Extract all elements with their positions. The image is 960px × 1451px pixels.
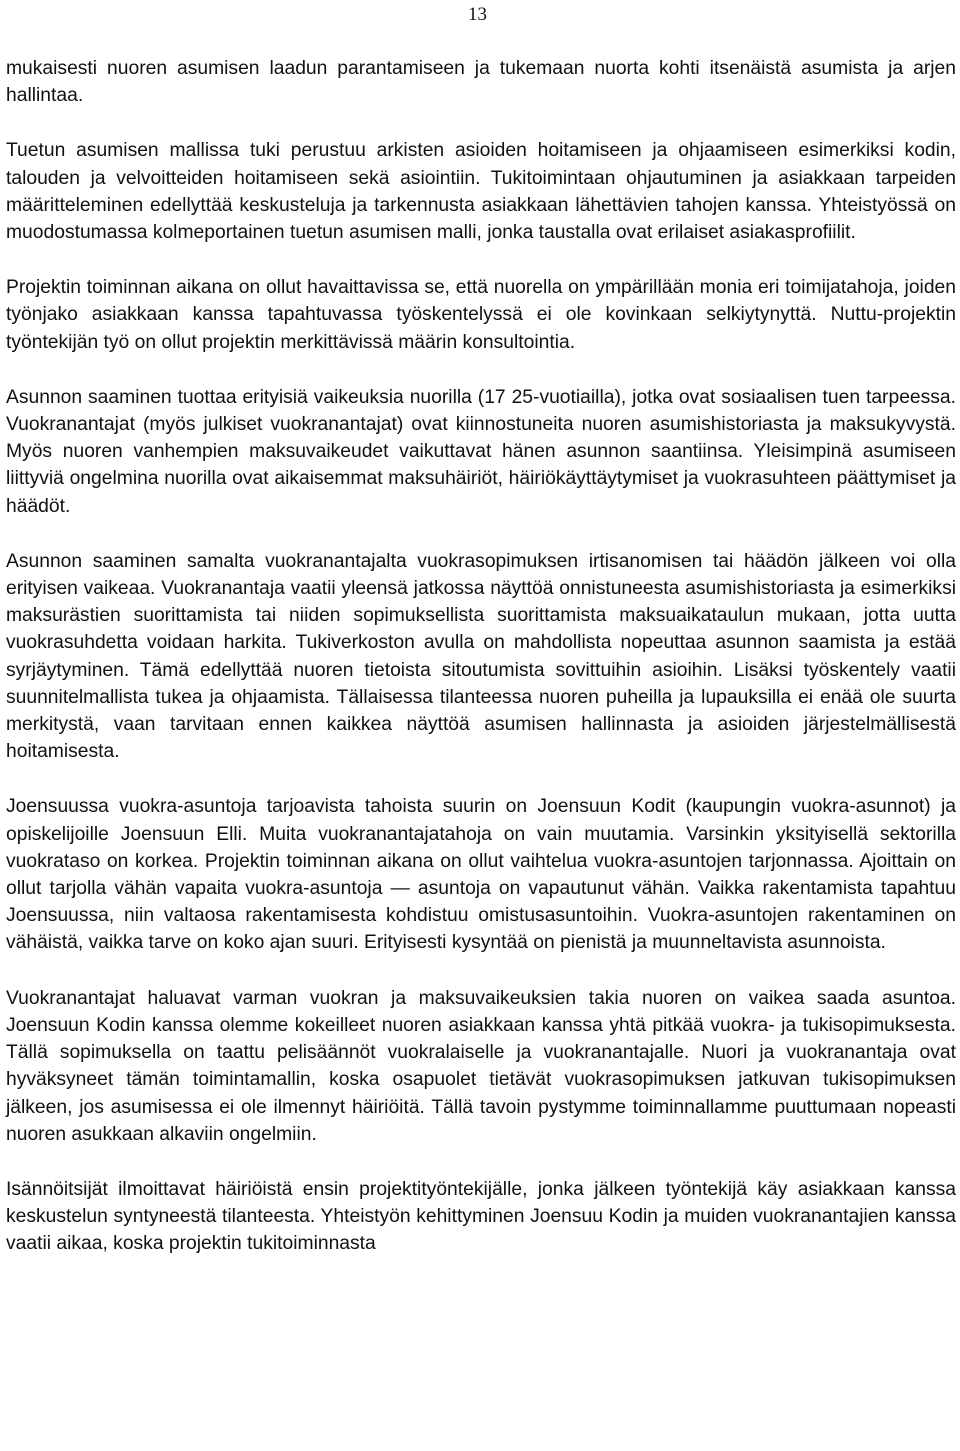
paragraph: Joensuussa vuokra-asuntoja tarjoavista tahoista suurin on Joensuun Kodit (kaupungin vuokra-asunnot) ja opiskelijoille Joensuun Elli. Muita vuokranantajatahoja on vain muutamia. Varsinkin yksityisellä sektorilla vuokrataso on korkea. Projektin toiminnan aikana on ollut vaihtelua vuokra-asuntojen tarjonnassa. Ajoittain on ollut tarjolla vähän vapaita vuokra-asuntoja — asuntoja on vapautunut vähän. Vaikka rakentamista tapahtuu Joensuussa, niin valtaosa rakentamisesta kohdistuu omistusasuntoihin. Vuokra-asuntojen rakentaminen on vähäistä, vaikka tarve on koko ajan suuri. Erityisesti kysyntää on pienistä ja muunneltavista asunnoista. (6, 796, 956, 954)
paragraph: Asunnon saaminen tuottaa erityisiä vaikeuksia nuorilla (17 25-vuotiailla), jotka ovat sosiaalisen tuen tarpeessa. Vuokranantajat (myös julkiset vuokranantajat) ovat kiinnostuneita nuoren asumishistoriasta ja maksukyvystä. Myös nuoren vanhempien maksuvaikeudet vaikuttavat hänen asunnon saantiinsa. Yleisimpinä asumiseen liittyviä ongelmina nuorilla ovat aikaisemmat maksuhäiriöt, häiriökäyttäytymiset ja vuokrasuhteen päättymiset ja häädöt. (6, 386, 956, 517)
page-number: 13 (468, 4, 487, 25)
document-body (6, 55, 956, 1258)
paragraph: Vuokranantajat haluavat varman vuokran ja maksuvaikeuksien takia nuoren on vaikea saada asuntoa. Joensuun Kodin kanssa olemme kokeilleet nuoren asiakkaan kanssa yhtä pitkää vuokra- ja tukisopimuksesta. Tällä sopimuksella on taattu pelisäännöt vuokralaiselle ja vuokranantajalle. Nuori ja vuokranantaja ovat hyväksyneet tämän toimintamallin, koska osapuolet tietävät vuokrasopimuksen jatkuvan tukisopimuksen jälkeen, jos asumisessa ei ole ilmennyt häiriöitä. Tällä tavoin pystymme toiminnallamme puuttumaan nopeasti nuoren asukkaan alkaviin ongelmiin. (6, 987, 956, 1145)
paragraph: mukaisesti nuoren asumisen laadun parantamiseen ja tukemaan nuorta kohti itsenäistä asumista ja arjen hallintaa. (6, 58, 956, 107)
paragraph: Asunnon saaminen samalta vuokranantajalta vuokrasopimuksen irtisanomisen tai häädön jälkeen voi olla erityisen vaikeaa. Vuokranantaja vaatii yleensä jatkossa näyttöä onnistuneesta asumishistoriasta ja esimerkiksi maksurästien suorittamista tai niiden sopimuksellista suorittamista maksuaikataulun mukaan, jotta uutta vuokrasuhdetta voidaan harkita. Tukiverkoston avulla on mahdollista nopeuttaa asunnon saamista ja estää syrjäytyminen. Tämä edellyttää nuoren tietoista sitoutumista sovittuihin asioihin. Lisäksi työskentely vaatii suunnitelmallista tukea ja ohjaamista. Tällaisessa tilanteessa nuoren puheilla ja lupauksilla ei enää ole suurta merkitystä, vaan tarvitaan ennen kaikkea näyttöä asumisen hallinnasta ja asioiden järjestelmällisestä hoitamisesta. (6, 550, 956, 763)
paragraph: Projektin toiminnan aikana on ollut havaittavissa se, että nuorella on ympärillään monia eri toimijatahoja, joiden työnjako asiakkaan kanssa tapahtuvassa työskentelyssä ei ole kovinkaan selkiytynyttä. Nuttu-projektin työntekijän työ on ollut projektin merkittävissä määrin konsultointia. (6, 277, 956, 353)
paragraph: Tuetun asumisen mallissa tuki perustuu arkisten asioiden hoitamiseen ja ohjaamiseen esimerkiksi kodin, talouden ja velvoitteiden hoitamiseen sekä asiointiin. Tukitoimintaan ohjautuminen ja asiakkaan tarpeiden määritteleminen edellyttää keskusteluja ja tarkennusta asiakkaan lähettävien tahojen kanssa. Yhteistyössä on muodostumassa kolmeportainen tuetun asumisen malli, jonka taustalla ovat erilaiset asiakasprofiilit. (6, 140, 956, 244)
paragraph: Isännöitsijät ilmoittavat häiriöistä ensin projektityöntekijälle, jonka jälkeen työntekijä käy asiakkaan kanssa keskustelun syntyneestä tilanteesta. Yhteistyön kehittyminen Joensuu Kodin ja muiden vuokranantajien kanssa vaatii aikaa, koska projektin tukitoiminnasta (6, 1178, 956, 1255)
